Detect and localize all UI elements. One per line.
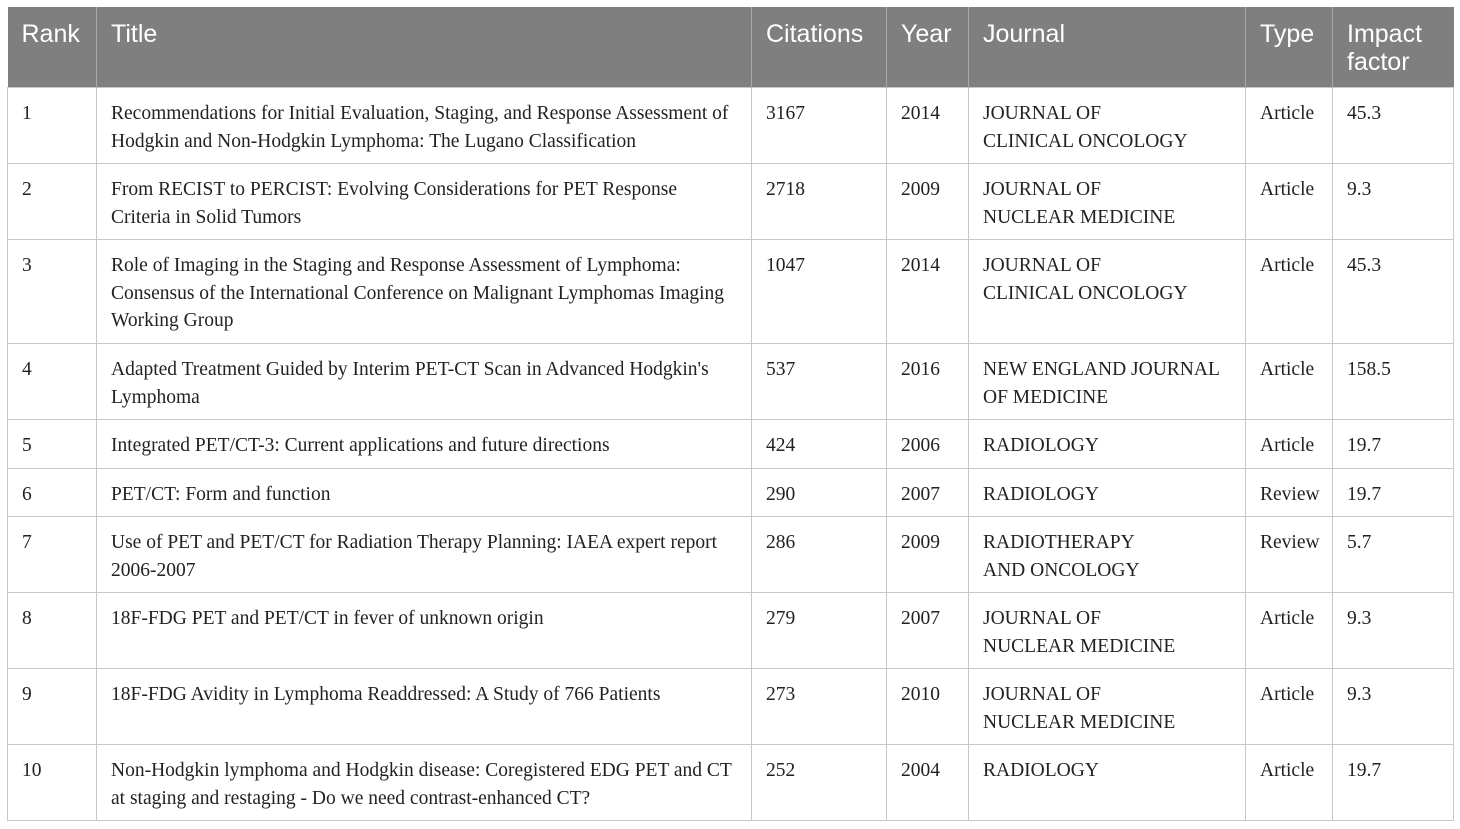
cell-title: Recommendations for Initial Evaluation, Staging, and Response Assessment of Hodgkin and Non-Hodgkin Lymphoma: The Lugano Classification xyxy=(97,88,752,164)
cell-rank: 2 xyxy=(8,164,97,240)
journal-line1: JOURNAL OF xyxy=(983,179,1101,200)
cell-title: Adapted Treatment Guided by Interim PET-CT Scan in Advanced Hodgkin's Lymphoma xyxy=(97,344,752,420)
cell-citations: 537 xyxy=(752,344,887,420)
cell-journal xyxy=(969,468,1246,517)
table-header xyxy=(8,7,1454,88)
cell-type: Article xyxy=(1246,669,1333,745)
header-title: Title xyxy=(97,7,752,88)
cell-citations: 290 xyxy=(752,468,887,517)
journal-line2: NUCLEAR MEDICINE xyxy=(983,711,1176,733)
cell-impact-factor: 158.5 xyxy=(1333,344,1454,420)
cell-title: Use of PET and PET/CT for Radiation Therapy Planning: IAEA expert report 2006-2007 xyxy=(97,517,752,593)
cell-journal xyxy=(969,517,1246,593)
table-row xyxy=(8,240,1454,344)
header-row xyxy=(8,7,1454,88)
cell-type: Article xyxy=(1246,88,1333,164)
cell-title: Role of Imaging in the Staging and Response Assessment of Lymphoma: Consensus of the International Conference on Malignant Lymphomas Imaging Working Group xyxy=(97,240,752,344)
cell-title: 18F-FDG PET and PET/CT in fever of unknown origin xyxy=(97,593,752,669)
header-impact-factor-line2: factor xyxy=(1347,48,1410,76)
cell-rank: 4 xyxy=(8,344,97,420)
journal-line2: CLINICAL ONCOLOGY xyxy=(983,282,1188,304)
cell-title: 18F-FDG Avidity in Lymphoma Readdressed: A Study of 766 Patients xyxy=(97,669,752,745)
cell-year: 2006 xyxy=(887,420,969,469)
journal-line1: RADIOLOGY xyxy=(983,483,1099,505)
table-row xyxy=(8,88,1454,164)
journal-line1: RADIOTHERAPY xyxy=(983,532,1135,553)
cell-journal xyxy=(969,745,1246,821)
journal-line1: JOURNAL OF xyxy=(983,684,1101,705)
cell-impact-factor: 9.3 xyxy=(1333,164,1454,240)
table-row xyxy=(8,593,1454,669)
cell-citations: 3167 xyxy=(752,88,887,164)
cell-journal xyxy=(969,669,1246,745)
cell-title: PET/CT: Form and function xyxy=(97,468,752,517)
cell-impact-factor: 45.3 xyxy=(1333,240,1454,344)
cell-citations: 273 xyxy=(752,669,887,745)
header-journal: Journal xyxy=(969,7,1246,88)
cell-year: 2009 xyxy=(887,164,969,240)
journal-line2: CLINICAL ONCOLOGY xyxy=(983,130,1188,152)
cell-rank: 9 xyxy=(8,669,97,745)
cell-citations: 1047 xyxy=(752,240,887,344)
cell-rank: 6 xyxy=(8,468,97,517)
cell-type: Article xyxy=(1246,745,1333,821)
cell-citations: 424 xyxy=(752,420,887,469)
cell-year: 2004 xyxy=(887,745,969,821)
table-row xyxy=(8,344,1454,420)
citations-table-container xyxy=(7,7,1453,821)
table-row xyxy=(8,669,1454,745)
cell-journal xyxy=(969,344,1246,420)
cell-impact-factor: 45.3 xyxy=(1333,88,1454,164)
journal-line1: RADIOLOGY xyxy=(983,760,1099,781)
cell-type: Review xyxy=(1246,468,1333,517)
journal-line1: JOURNAL OF xyxy=(983,255,1101,276)
header-type: Type xyxy=(1246,7,1333,88)
cell-journal xyxy=(969,164,1246,240)
cell-year: 2010 xyxy=(887,669,969,745)
cell-year: 2016 xyxy=(887,344,969,420)
cell-journal xyxy=(969,240,1246,344)
journal-line1: RADIOLOGY xyxy=(983,435,1099,456)
cell-year: 2009 xyxy=(887,517,969,593)
table-row xyxy=(8,517,1454,593)
journal-line1: JOURNAL OF xyxy=(983,608,1101,629)
cell-impact-factor: 5.7 xyxy=(1333,517,1454,593)
cell-rank: 5 xyxy=(8,420,97,469)
cell-impact-factor: 19.7 xyxy=(1333,745,1454,821)
cell-citations: 286 xyxy=(752,517,887,593)
cell-journal xyxy=(969,593,1246,669)
cell-rank: 8 xyxy=(8,593,97,669)
table-row xyxy=(8,420,1454,469)
table-row xyxy=(8,745,1454,821)
cell-citations: 252 xyxy=(752,745,887,821)
journal-line1: JOURNAL OF xyxy=(983,103,1101,124)
journal-line1: NEW ENGLAND JOURNAL xyxy=(983,359,1220,380)
journal-line2: OF MEDICINE xyxy=(983,386,1109,408)
cell-impact-factor: 9.3 xyxy=(1333,593,1454,669)
cell-title: Non-Hodgkin lymphoma and Hodgkin disease: Coregistered EDG PET and CT at staging and restaging - Do we need contrast-enhanced CT? xyxy=(97,745,752,821)
cell-rank: 10 xyxy=(8,745,97,821)
cell-rank: 7 xyxy=(8,517,97,593)
cell-impact-factor: 19.7 xyxy=(1333,468,1454,517)
cell-type: Article xyxy=(1246,593,1333,669)
header-impact-factor-line1: Impact xyxy=(1347,20,1423,48)
cell-year: 2007 xyxy=(887,593,969,669)
cell-journal xyxy=(969,88,1246,164)
cell-impact-factor: 9.3 xyxy=(1333,669,1454,745)
header-impact-factor xyxy=(1333,7,1454,88)
cell-year: 2007 xyxy=(887,468,969,517)
journal-line2: NUCLEAR MEDICINE xyxy=(983,206,1176,228)
cell-impact-factor: 19.7 xyxy=(1333,420,1454,469)
journal-line2: NUCLEAR MEDICINE xyxy=(983,635,1176,657)
cell-rank: 1 xyxy=(8,88,97,164)
cell-year: 2014 xyxy=(887,240,969,344)
cell-journal xyxy=(969,420,1246,469)
table-body xyxy=(8,88,1454,821)
journal-line2: AND ONCOLOGY xyxy=(983,559,1140,581)
cell-type: Article xyxy=(1246,164,1333,240)
header-rank: Rank xyxy=(8,7,97,88)
cell-citations: 2718 xyxy=(752,164,887,240)
header-year: Year xyxy=(887,7,969,88)
header-citations: Citations xyxy=(752,7,887,88)
cell-type: Article xyxy=(1246,344,1333,420)
table-row xyxy=(8,164,1454,240)
cell-type: Article xyxy=(1246,240,1333,344)
cell-type: Article xyxy=(1246,420,1333,469)
table-row xyxy=(8,468,1454,517)
cell-title: From RECIST to PERCIST: Evolving Considerations for PET Response Criteria in Solid Tumors xyxy=(97,164,752,240)
top-cited-articles-table xyxy=(7,7,1454,821)
cell-title: Integrated PET/CT-3: Current applications and future directions xyxy=(97,420,752,469)
cell-rank: 3 xyxy=(8,240,97,344)
cell-year: 2014 xyxy=(887,88,969,164)
cell-citations: 279 xyxy=(752,593,887,669)
cell-type: Review xyxy=(1246,517,1333,593)
